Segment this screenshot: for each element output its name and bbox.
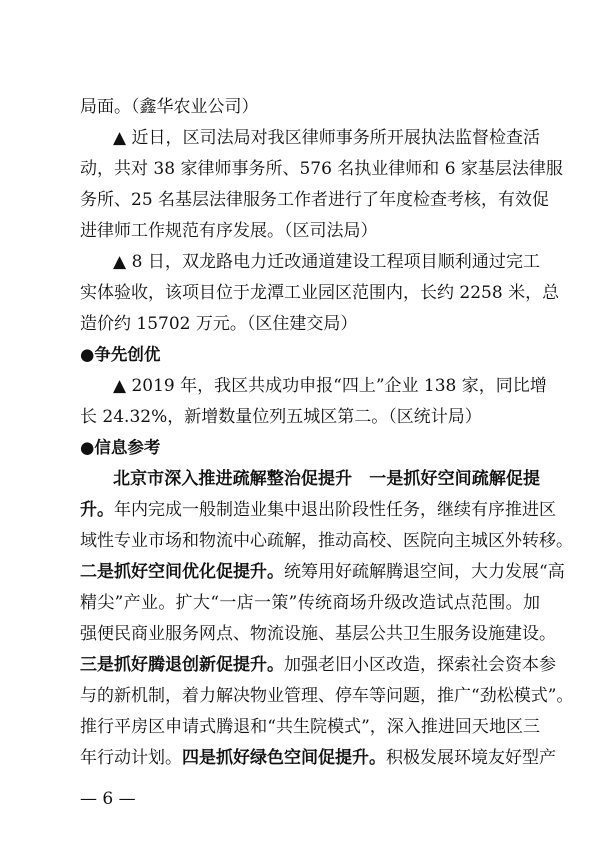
text-span: 积极发展环境友好型产: [386, 748, 556, 768]
bold-lead: 三是抓好腾退创新促提升。: [80, 655, 284, 675]
section-heading: ●信息参考: [80, 438, 161, 457]
text-span: 年内完成一般制造业集中退出阶段性任务，继续有序推进区: [114, 500, 556, 520]
text-span: 统筹用好疏解腾退空间，大力发展“高: [284, 562, 565, 582]
text-line: 进律师工作规范有序发展。（区司法局）: [80, 221, 378, 241]
text-line: 造价约 15702 万元。（区住建交局）: [80, 314, 358, 334]
text-line: [80, 654, 556, 676]
text-line: [80, 561, 565, 583]
text-line: 动，共对 38 家律师事务所、576 名执业律师和 6 家基层法律服: [80, 159, 563, 179]
page-number: — 6 —: [80, 789, 136, 809]
article-title: 北京市深入推进疏解整治促提升: [113, 469, 353, 489]
text-span: 加强老旧小区改造，探索社会资本参: [284, 655, 556, 675]
text-line: ▲ 近日，区司法局对我区律师事务所开展执法监督检查活: [113, 128, 540, 148]
text-line: 精尖”产业。扩大“一店一策”传统商场升级改造试点范围。加: [80, 593, 540, 613]
text-line: [80, 499, 556, 521]
text-span: 年行动计划。: [80, 748, 182, 768]
section-heading: ●争先创优: [80, 345, 161, 364]
text-line: 实体验收，该项目位于龙潭工业园区范围内，长约 2258 米，总: [80, 283, 560, 303]
bold-lead: 二是抓好空间优化促提升。: [80, 562, 284, 582]
text-line: 强便民商业服务网点、物流设施、基层公共卫生服务设施建设。: [80, 624, 556, 644]
text-line: 务所、25 名基层法律服务工作者进行了年度检查考核，有效促: [80, 190, 550, 210]
bold-lead: 一是抓好空间疏解促提: [369, 469, 541, 489]
text-line: 长 24.32%，新增数量位列五城区第二。（区统计局）: [80, 407, 482, 427]
text-line: 局面。（鑫华农业公司）: [80, 97, 259, 117]
text-line: ▲ 2019 年，我区共成功申报“四上”企业 138 家，同比增: [113, 376, 547, 396]
text-line: [80, 747, 556, 769]
bold-lead: 四是抓好绿色空间促提升。: [182, 748, 386, 768]
bold-lead: 升。: [80, 500, 114, 520]
article-title-line: [113, 468, 540, 490]
text-line: 与的新机制，着力解决物业管理、停车等问题，推广“劲松模式”。: [80, 686, 574, 706]
text-line: 域性专业市场和物流中心疏解，推动高校、医院向主城区外转移。: [80, 531, 573, 551]
text-line: 推行平房区申请式腾退和“共生院模式”，深入推进回天地区三: [80, 717, 540, 737]
text-line: ▲ 8 日，双龙路电力迁改通道建设工程项目顺利通过完工: [113, 252, 540, 272]
